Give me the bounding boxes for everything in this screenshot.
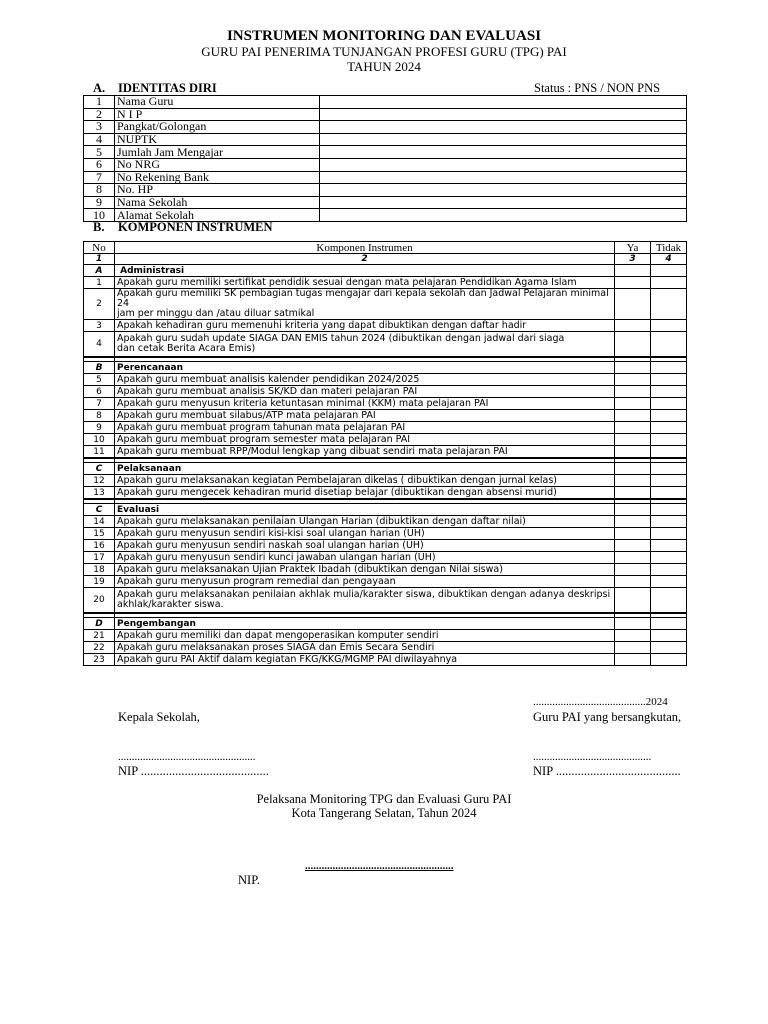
- item-ya-checkbox[interactable]: [615, 642, 651, 654]
- item-question: Apakah guru melaksanakan penilaian Ulangan Harian (dibuktikan dengan daftar nilai): [115, 516, 615, 528]
- identity-row-number: 3: [84, 121, 115, 134]
- item-number: 7: [84, 398, 115, 410]
- section-b-title: KOMPONEN INSTRUMEN: [118, 220, 273, 234]
- identity-row-number: 9: [84, 196, 115, 209]
- item-tidak-checkbox[interactable]: [651, 422, 687, 434]
- document-subtitle: GURU PAI PENERIMA TUNJANGAN PROFESI GURU (TPG) PAI: [201, 44, 567, 59]
- item-question: Apakah guru melaksanakan Ujian Praktek Ibadah (dibuktikan dengan Nilai siswa): [115, 564, 615, 576]
- item-ya-checkbox[interactable]: [615, 332, 651, 358]
- group-header-row: [84, 265, 687, 277]
- item-tidak-checkbox[interactable]: [651, 642, 687, 654]
- item-tidak-checkbox[interactable]: [651, 410, 687, 422]
- item-ya-checkbox[interactable]: [615, 374, 651, 386]
- identity-row-number: 6: [84, 158, 115, 171]
- item-number: 19: [84, 576, 115, 588]
- group-header-row: [84, 463, 687, 475]
- left-signer-nip: NIP .........................................: [118, 764, 269, 778]
- identity-row-value-field[interactable]: [320, 158, 687, 171]
- item-number: 2: [84, 289, 115, 320]
- identity-row-number: 8: [84, 184, 115, 197]
- group-letter: A: [84, 265, 115, 277]
- item-ya-checkbox[interactable]: [615, 654, 651, 666]
- item-ya-checkbox[interactable]: [615, 540, 651, 552]
- item-number: 13: [84, 487, 115, 500]
- right-signer-name-line: ...........................................: [533, 751, 652, 763]
- document-year: TAHUN 2024: [347, 59, 421, 74]
- item-ya-checkbox[interactable]: [615, 528, 651, 540]
- group-title: Administrasi: [115, 265, 615, 277]
- item-number: 3: [84, 320, 115, 332]
- item-tidak-checkbox[interactable]: [651, 446, 687, 459]
- item-ya-checkbox[interactable]: [615, 320, 651, 332]
- instrument-item-row: [84, 552, 687, 564]
- item-question: Apakah guru menyusun sendiri naskah soal ulangan harian (UH): [115, 540, 615, 552]
- item-question: Apakah guru menyusun sendiri kisi-kisi soal ulangan harian (UH): [115, 528, 615, 540]
- instrument-item-row: [84, 588, 687, 614]
- item-question: Apakah guru memiliki SK pembagian tugas mengajar dari kepala sekolah dan Jadwal Pelajaran minimal 24 jam per minggu dan /atau diluar satmikal: [115, 289, 615, 320]
- item-number: 16: [84, 540, 115, 552]
- item-ya-checkbox[interactable]: [615, 422, 651, 434]
- item-tidak-checkbox[interactable]: [651, 576, 687, 588]
- instrument-item-row: [84, 540, 687, 552]
- item-ya-checkbox[interactable]: [615, 564, 651, 576]
- identity-row-label: Nama Sekolah: [115, 196, 320, 209]
- item-ya-checkbox[interactable]: [615, 487, 651, 500]
- pelaksana-location: Kota Tangerang Selatan, Tahun 2024: [291, 806, 477, 820]
- identity-row-number: 7: [84, 171, 115, 184]
- item-number: 14: [84, 516, 115, 528]
- table-header-row: [84, 242, 687, 254]
- item-number: 12: [84, 475, 115, 487]
- item-ya-checkbox[interactable]: [615, 630, 651, 642]
- group-header-row: [84, 362, 687, 374]
- col-header-no: No: [84, 242, 115, 254]
- document-title: INSTRUMEN MONITORING DAN EVALUASI: [226, 28, 542, 44]
- section-a-letter: A.: [93, 81, 106, 95]
- col-header-komponen: Komponen Instrumen: [115, 242, 615, 254]
- item-number: 23: [84, 654, 115, 666]
- identity-row: [84, 133, 687, 146]
- group-header-row: [84, 618, 687, 630]
- item-ya-checkbox[interactable]: [615, 475, 651, 487]
- item-question: Apakah guru melaksanakan kegiatan Pembelajaran dikelas ( dibuktikan dengan jurnal kelas): [115, 475, 615, 487]
- item-tidak-checkbox[interactable]: [651, 564, 687, 576]
- identity-row-label: NUPTK: [115, 133, 320, 146]
- item-number: 8: [84, 410, 115, 422]
- item-ya-checkbox[interactable]: [615, 588, 651, 614]
- identity-row-label: Jumlah Jam Mengajar: [115, 146, 320, 159]
- instrument-item-row: [84, 374, 687, 386]
- section-b-letter: B.: [93, 220, 105, 234]
- status-label: Status : PNS / NON PNS: [534, 81, 661, 95]
- item-tidak-checkbox[interactable]: [651, 552, 687, 564]
- right-signer-nip: NIP ........................................: [533, 764, 681, 778]
- item-number: 21: [84, 630, 115, 642]
- col-number-1: 1: [84, 254, 115, 265]
- identity-row-label: No Rekening Bank: [115, 171, 320, 184]
- identity-row-label: No. HP: [115, 184, 320, 197]
- item-question: Apakah guru PAI Aktif dalam kegiatan FKG/KKG/MGMP PAI diwilayahnya: [115, 654, 615, 666]
- instrument-item-row: [84, 446, 687, 459]
- item-number: 22: [84, 642, 115, 654]
- item-tidak-checkbox[interactable]: [651, 654, 687, 666]
- group-title: Evaluasi: [115, 504, 615, 516]
- instrument-item-row: [84, 475, 687, 487]
- item-ya-checkbox[interactable]: [615, 434, 651, 446]
- item-tidak-checkbox[interactable]: [651, 540, 687, 552]
- identity-row-label: N I P: [115, 108, 320, 121]
- identity-table: [83, 95, 687, 222]
- identity-row: [84, 121, 687, 134]
- identity-row: [84, 196, 687, 209]
- instrument-item-row: [84, 654, 687, 666]
- item-number: 6: [84, 386, 115, 398]
- item-tidak-checkbox[interactable]: [651, 475, 687, 487]
- right-signer-role: Guru PAI yang bersangkutan,: [533, 710, 682, 724]
- identity-row: [84, 171, 687, 184]
- instrument-item-row: [84, 528, 687, 540]
- item-ya-checkbox[interactable]: [615, 289, 651, 320]
- table-number-row: [84, 254, 687, 265]
- item-question: Apakah guru memiliki dan dapat mengoperasikan komputer sendiri: [115, 630, 615, 642]
- item-tidak-checkbox[interactable]: [651, 374, 687, 386]
- item-ya-checkbox[interactable]: [615, 516, 651, 528]
- group-letter: C: [84, 504, 115, 516]
- instrument-item-row: [84, 289, 687, 320]
- left-signer-role: Kepala Sekolah,: [118, 710, 200, 724]
- item-tidak-checkbox[interactable]: [651, 277, 687, 289]
- identity-row-value-field[interactable]: [320, 196, 687, 209]
- item-question: Apakah guru melaksanakan penilaian akhlak mulia/karakter siswa, dibuktikan dengan adanya deskripsi akhlak/karakter siswa.: [115, 588, 615, 614]
- item-number: 17: [84, 552, 115, 564]
- instrument-item-row: [84, 410, 687, 422]
- group-title: Pelaksanaan: [115, 463, 615, 475]
- item-tidak-checkbox[interactable]: [651, 332, 687, 358]
- group-header-row: [84, 504, 687, 516]
- identity-row-value-field[interactable]: [320, 184, 687, 197]
- identity-row-label: Alamat Sekolah: [115, 209, 320, 222]
- group-letter: D: [84, 618, 115, 630]
- identity-row: [84, 146, 687, 159]
- item-tidak-checkbox[interactable]: [651, 487, 687, 500]
- item-ya-checkbox[interactable]: [615, 277, 651, 289]
- pelaksana-nip: NIP.: [238, 873, 260, 887]
- pelaksana-name-line: ......................................................: [305, 860, 454, 872]
- instrument-item-row: [84, 398, 687, 410]
- instrument-table: [83, 241, 687, 666]
- item-number: 5: [84, 374, 115, 386]
- item-question: Apakah guru memiliki sertifikat pendidik sesuai dengan mata pelajaran Pendidikan Agama Islam: [115, 277, 615, 289]
- item-ya-checkbox[interactable]: [615, 446, 651, 459]
- item-ya-checkbox[interactable]: [615, 410, 651, 422]
- item-tidak-checkbox[interactable]: [651, 386, 687, 398]
- item-question: Apakah guru membuat analisis SK/KD dan materi pelajaran PAI: [115, 386, 615, 398]
- item-tidak-checkbox[interactable]: [651, 398, 687, 410]
- identity-row-number: 10: [84, 209, 115, 222]
- instrument-item-row: [84, 277, 687, 289]
- item-tidak-checkbox[interactable]: [651, 434, 687, 446]
- identity-row-number: 2: [84, 108, 115, 121]
- instrument-item-row: [84, 434, 687, 446]
- item-question: Apakah guru membuat RPP/Modul lengkap yang dibuat sendiri mata pelajaran PAI: [115, 446, 615, 459]
- identity-row-number: 4: [84, 133, 115, 146]
- item-number: 9: [84, 422, 115, 434]
- identity-row-number: 5: [84, 146, 115, 159]
- item-ya-checkbox[interactable]: [615, 576, 651, 588]
- col-number-2: 2: [115, 254, 615, 265]
- identity-row-value-field[interactable]: [320, 171, 687, 184]
- item-question: Apakah kehadiran guru memenuhi kriteria yang dapat dibuktikan dengan daftar hadir: [115, 320, 615, 332]
- identity-row-label: No NRG: [115, 158, 320, 171]
- identity-row-value-field[interactable]: [320, 96, 687, 109]
- item-tidak-checkbox[interactable]: [651, 320, 687, 332]
- left-signer-name-line: ..................................................: [118, 751, 256, 763]
- item-number: 1: [84, 277, 115, 289]
- item-question: Apakah guru menyusun sendiri kunci jawaban ulangan harian (UH): [115, 552, 615, 564]
- item-tidak-checkbox[interactable]: [651, 289, 687, 320]
- group-title: Perencanaan: [115, 362, 615, 374]
- instrument-item-row: [84, 642, 687, 654]
- instrument-item-row: [84, 487, 687, 500]
- group-letter: C: [84, 463, 115, 475]
- item-ya-checkbox[interactable]: [615, 398, 651, 410]
- group-title: Pengembangan: [115, 618, 615, 630]
- item-question: Apakah guru sudah update SIAGA DAN EMIS tahun 2024 (dibuktikan dengan jadwal dari siaga dan cetak Berita Acara Emis): [115, 332, 615, 358]
- item-question: Apakah guru membuat program semester mata pelajaran PAI: [115, 434, 615, 446]
- item-question: Apakah guru mengecek kehadiran murid disetiap belajar (dibuktikan dengan absensi murid): [115, 487, 615, 500]
- instrument-item-row: [84, 422, 687, 434]
- col-number-3: 3: [615, 254, 651, 265]
- item-ya-checkbox[interactable]: [615, 386, 651, 398]
- col-number-4: 4: [651, 254, 687, 265]
- identity-row-value-field[interactable]: [320, 209, 687, 222]
- item-tidak-checkbox[interactable]: [651, 528, 687, 540]
- item-number: 18: [84, 564, 115, 576]
- pelaksana-title: Pelaksana Monitoring TPG dan Evaluasi Guru PAI: [256, 792, 512, 806]
- instrument-item-row: [84, 630, 687, 642]
- item-question: Apakah guru melaksanakan proses SIAGA dan Emis Secara Sendiri: [115, 642, 615, 654]
- item-ya-checkbox[interactable]: [615, 552, 651, 564]
- item-tidak-checkbox[interactable]: [651, 588, 687, 614]
- identity-row-label: Pangkat/Golongan: [115, 121, 320, 134]
- instrument-item-row: [84, 564, 687, 576]
- item-question: Apakah guru membuat analisis kalender pendidikan 2024/2025: [115, 374, 615, 386]
- instrument-item-row: [84, 332, 687, 358]
- section-a-title: IDENTITAS DIRI: [118, 81, 217, 95]
- item-number: 10: [84, 434, 115, 446]
- item-question: Apakah guru membuat silabus/ATP mata pelajaran PAI: [115, 410, 615, 422]
- identity-row-value-field[interactable]: [320, 133, 687, 146]
- instrument-item-row: [84, 320, 687, 332]
- item-tidak-checkbox[interactable]: [651, 630, 687, 642]
- item-number: 11: [84, 446, 115, 459]
- item-tidak-checkbox[interactable]: [651, 516, 687, 528]
- identity-row-value-field[interactable]: [320, 146, 687, 159]
- identity-row-label: Nama Guru: [115, 96, 320, 109]
- item-question: Apakah guru membuat program tahunan mata pelajaran PAI: [115, 422, 615, 434]
- identity-row: [84, 96, 687, 109]
- item-number: 4: [84, 332, 115, 358]
- item-question: Apakah guru menyusun program remedial dan pengayaan: [115, 576, 615, 588]
- identity-row-value-field[interactable]: [320, 108, 687, 121]
- instrument-item-row: [84, 516, 687, 528]
- col-header-tidak: Tidak: [651, 242, 687, 254]
- date-line: .........................................2024: [533, 696, 668, 708]
- identity-row-value-field[interactable]: [320, 121, 687, 134]
- col-header-ya: Ya: [615, 242, 651, 254]
- item-question: Apakah guru menyusun kriteria ketuntasan minimal (KKM) mata pelajaran PAI: [115, 398, 615, 410]
- identity-row-number: 1: [84, 96, 115, 109]
- item-number: 15: [84, 528, 115, 540]
- instrument-item-row: [84, 576, 687, 588]
- instrument-item-row: [84, 386, 687, 398]
- item-number: 20: [84, 588, 115, 614]
- group-letter: B: [84, 362, 115, 374]
